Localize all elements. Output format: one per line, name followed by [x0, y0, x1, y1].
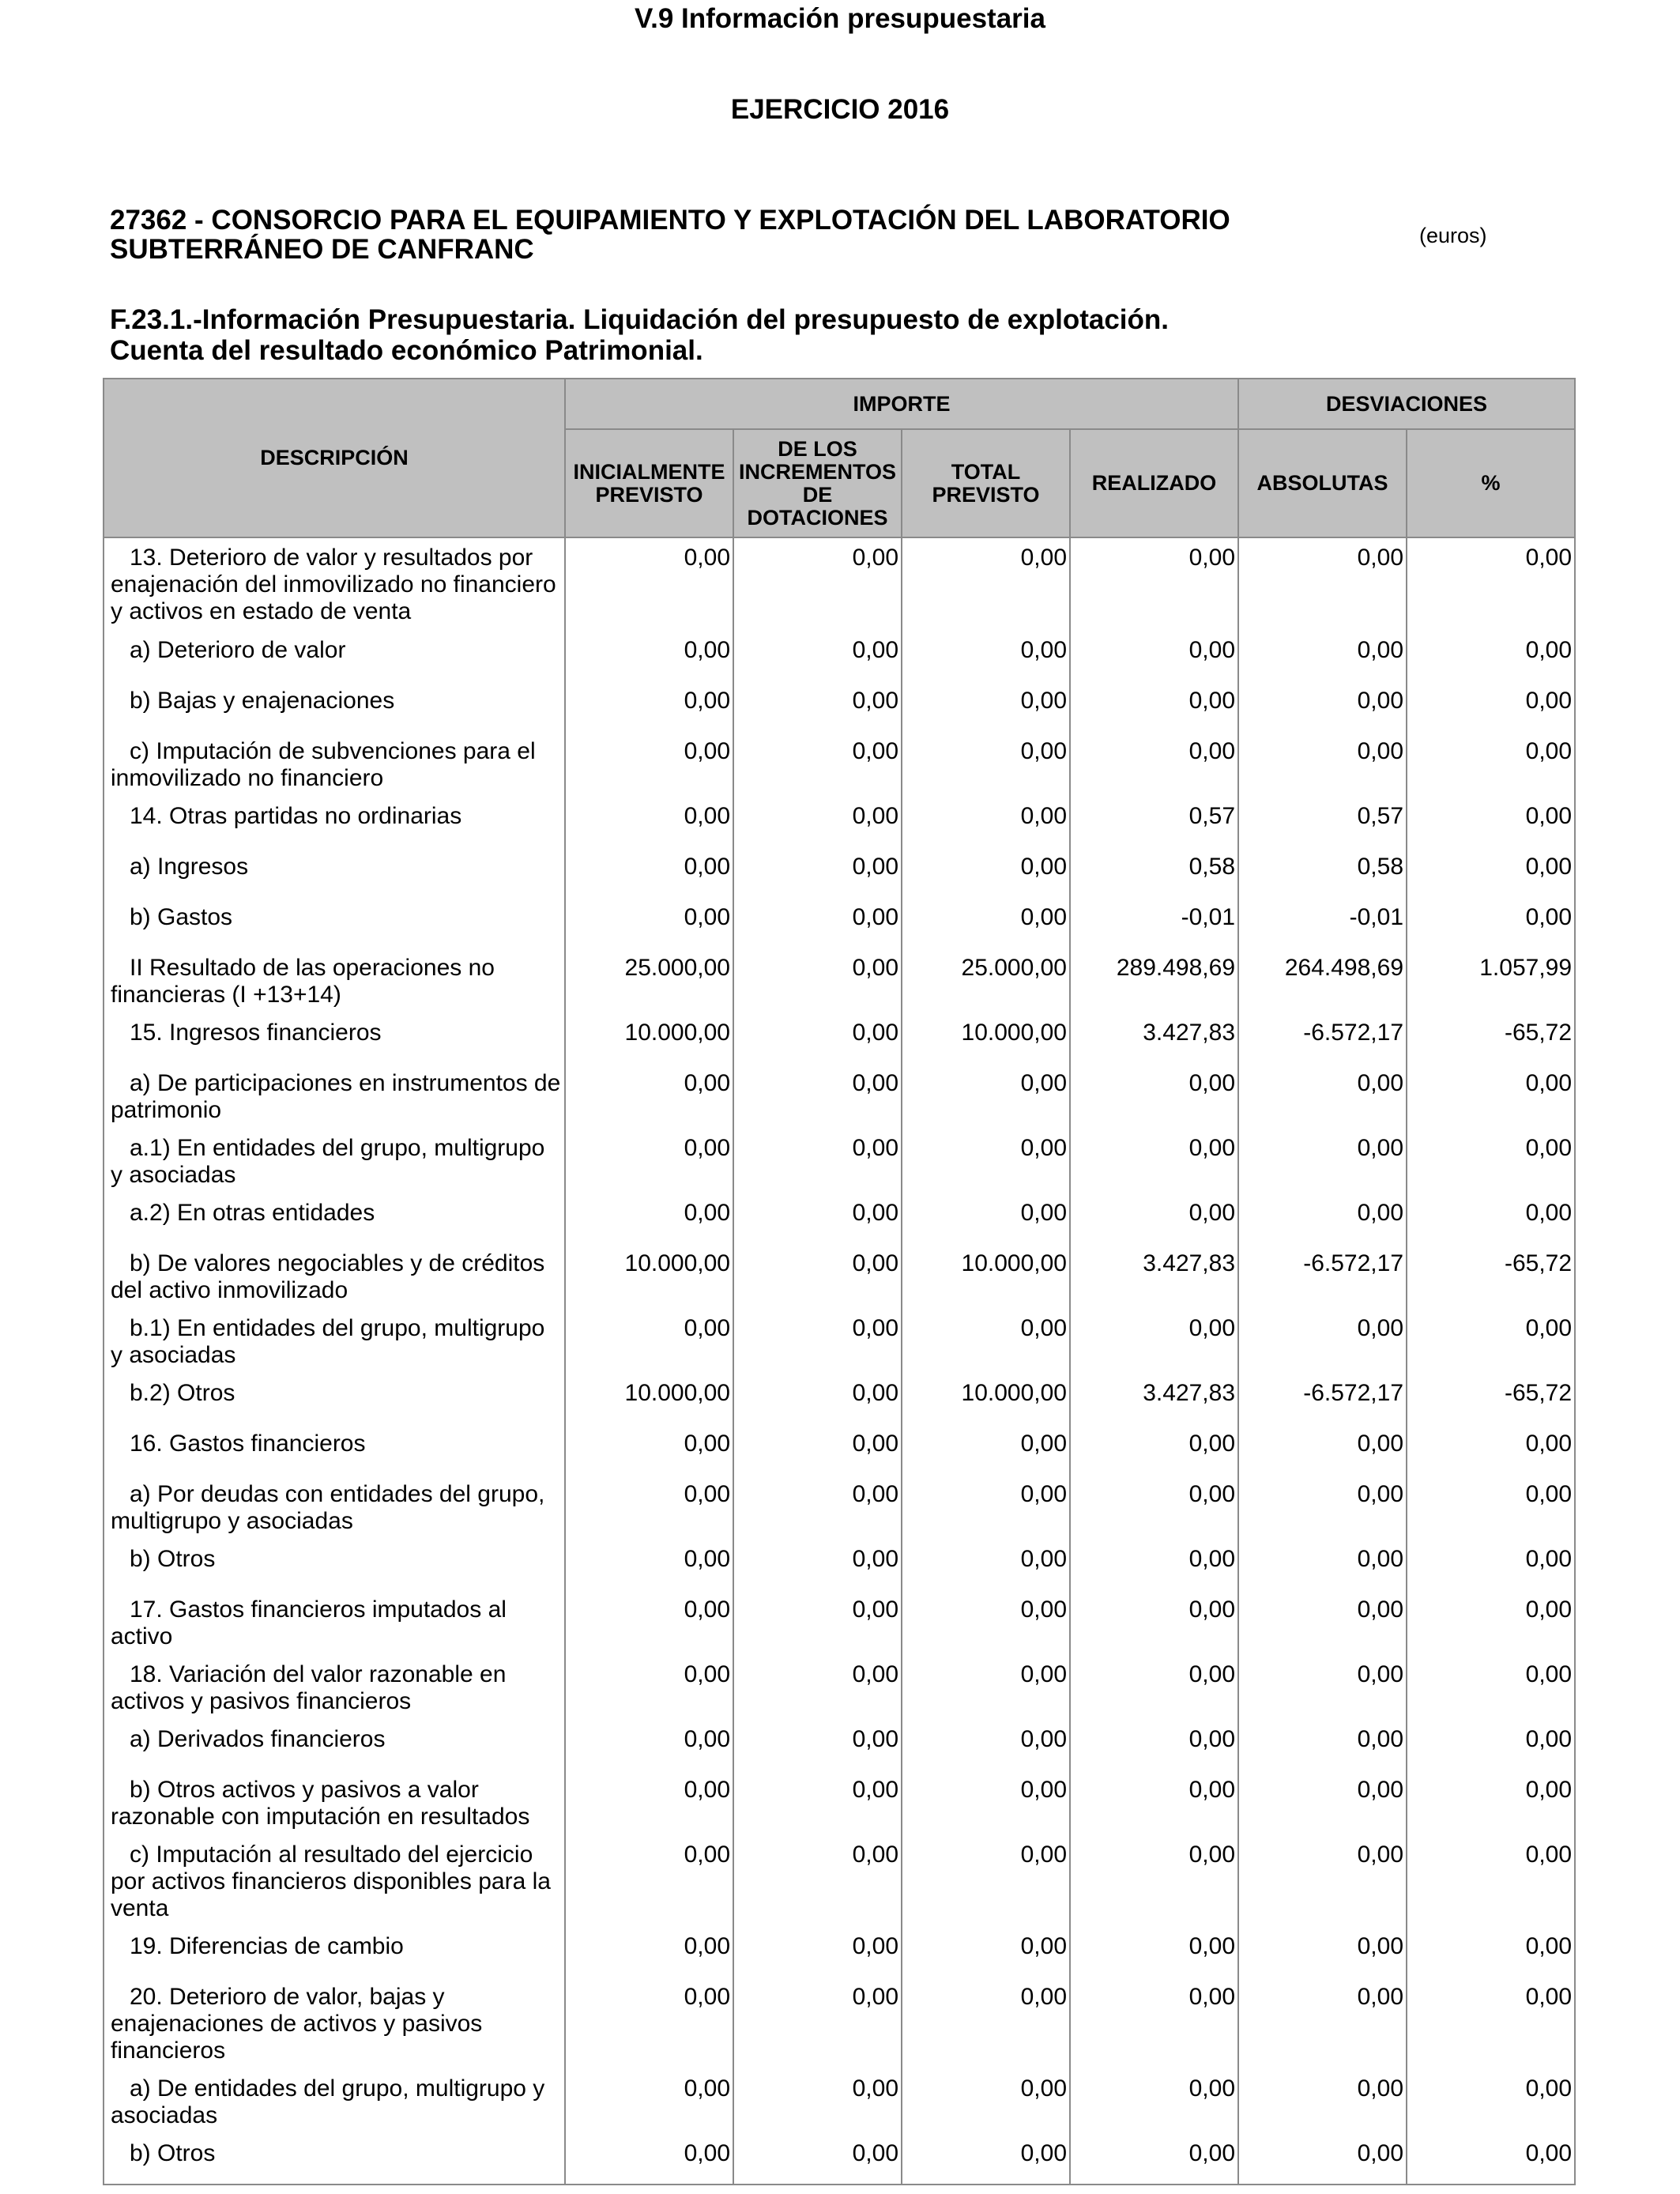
section-title: V.9 Información presupuestaria: [635, 3, 1045, 34]
cell-realizado: 0,00: [1070, 2069, 1238, 2134]
cell-realizado: 0,00: [1070, 1129, 1238, 1193]
budget-table: [103, 378, 1576, 2185]
row-description: b.1) En entidades del grupo, multigrupo y asociadas: [104, 1309, 565, 1374]
cell-desviacion-absoluta: 0,00: [1238, 1720, 1407, 1770]
header-text: PREVISTO: [932, 482, 1040, 507]
cell-realizado: 289.498,69: [1070, 948, 1238, 1013]
cell-desviacion-porcentaje: 0,00: [1407, 732, 1575, 797]
cell-incrementos-dotaciones: 0,00: [733, 1655, 902, 1720]
row-description: b) Otros: [104, 2134, 565, 2185]
cell-desviacion-absoluta: 0,00: [1238, 1193, 1407, 1244]
row-description: b) Otros: [104, 1540, 565, 1590]
cell-desviacion-absoluta: 0,00: [1238, 1129, 1407, 1193]
cell-inicialmente-previsto: 0,00: [565, 1655, 733, 1720]
header-percent: %: [1407, 429, 1575, 537]
cell-desviacion-absoluta: -0,01: [1238, 898, 1407, 948]
cell-desviacion-absoluta: 0,00: [1238, 1590, 1407, 1655]
cell-desviacion-absoluta: -6.572,17: [1238, 1013, 1407, 1064]
cell-incrementos-dotaciones: 0,00: [733, 1309, 902, 1374]
cell-incrementos-dotaciones: 0,00: [733, 1193, 902, 1244]
cell-incrementos-dotaciones: 0,00: [733, 1064, 902, 1129]
cell-desviacion-porcentaje: 0,00: [1407, 1424, 1575, 1475]
header-realizado: REALIZADO: [1070, 429, 1238, 537]
report-title-line-2: Cuenta del resultado económico Patrimonial.: [110, 335, 703, 366]
cell-incrementos-dotaciones: 0,00: [733, 2069, 902, 2134]
row-description: a) Ingresos: [104, 847, 565, 898]
header-desviaciones: DESVIACIONES: [1238, 379, 1575, 429]
cell-realizado: 0,00: [1070, 1540, 1238, 1590]
table-row: [104, 1540, 1575, 1590]
cell-total-previsto: 0,00: [902, 898, 1070, 948]
table-row: [104, 1244, 1575, 1309]
row-description: a) Derivados financieros: [104, 1720, 565, 1770]
cell-desviacion-porcentaje: 0,00: [1407, 1193, 1575, 1244]
row-description: b.2) Otros: [104, 1374, 565, 1424]
cell-incrementos-dotaciones: 0,00: [733, 1770, 902, 1835]
cell-inicialmente-previsto: 0,00: [565, 1129, 733, 1193]
cell-total-previsto: 0,00: [902, 1540, 1070, 1590]
cell-total-previsto: 0,00: [902, 1720, 1070, 1770]
cell-total-previsto: 0,00: [902, 1655, 1070, 1720]
cell-incrementos-dotaciones: 0,00: [733, 681, 902, 732]
cell-total-previsto: 0,00: [902, 797, 1070, 847]
cell-desviacion-porcentaje: 0,00: [1407, 1977, 1575, 2069]
cell-desviacion-absoluta: 0,00: [1238, 1655, 1407, 1720]
header-text: INICIALMENTE: [573, 459, 725, 484]
cell-incrementos-dotaciones: 0,00: [733, 898, 902, 948]
row-description: 17. Gastos financieros imputados al activo: [104, 1590, 565, 1655]
cell-inicialmente-previsto: 0,00: [565, 631, 733, 681]
cell-desviacion-porcentaje: 0,00: [1407, 847, 1575, 898]
cell-incrementos-dotaciones: 0,00: [733, 1977, 902, 2069]
cell-desviacion-absoluta: 0,00: [1238, 631, 1407, 681]
cell-realizado: 3.427,83: [1070, 1374, 1238, 1424]
cell-incrementos-dotaciones: 0,00: [733, 847, 902, 898]
report-title: [110, 304, 1532, 366]
entity-title-line-1: 27362 - CONSORCIO PARA EL EQUIPAMIENTO Y EXPLOTACIÓN DEL LABORATORIO: [110, 205, 1230, 236]
cell-realizado: 0,00: [1070, 631, 1238, 681]
table-row: [104, 1770, 1575, 1835]
cell-desviacion-absoluta: 264.498,69: [1238, 948, 1407, 1013]
table-row: [104, 1013, 1575, 1064]
table-row: [104, 1475, 1575, 1540]
table-row: [104, 898, 1575, 948]
cell-inicialmente-previsto: 10.000,00: [565, 1013, 733, 1064]
row-description: II Resultado de las operaciones no financieras (I +13+14): [104, 948, 565, 1013]
cell-incrementos-dotaciones: 0,00: [733, 797, 902, 847]
cell-realizado: 0,57: [1070, 797, 1238, 847]
cell-desviacion-porcentaje: 0,00: [1407, 537, 1575, 631]
cell-total-previsto: 0,00: [902, 1424, 1070, 1475]
table-row: [104, 681, 1575, 732]
row-description: b) De valores negociables y de créditos del activo inmovilizado: [104, 1244, 565, 1309]
table-row: [104, 1309, 1575, 1374]
cell-incrementos-dotaciones: 0,00: [733, 948, 902, 1013]
cell-inicialmente-previsto: 0,00: [565, 732, 733, 797]
header-incrementos-dotaciones: [733, 429, 902, 537]
cell-desviacion-absoluta: -6.572,17: [1238, 1244, 1407, 1309]
row-description: a.1) En entidades del grupo, multigrupo y asociadas: [104, 1129, 565, 1193]
cell-total-previsto: 0,00: [902, 681, 1070, 732]
table-row: [104, 1655, 1575, 1720]
cell-incrementos-dotaciones: 0,00: [733, 631, 902, 681]
cell-incrementos-dotaciones: 0,00: [733, 1835, 902, 1927]
cell-realizado: 0,00: [1070, 2134, 1238, 2185]
cell-realizado: 0,00: [1070, 1424, 1238, 1475]
header-text: DE LOS: [778, 436, 857, 461]
cell-total-previsto: 0,00: [902, 1977, 1070, 2069]
cell-desviacion-porcentaje: 0,00: [1407, 1540, 1575, 1590]
cell-desviacion-porcentaje: 0,00: [1407, 1309, 1575, 1374]
cell-total-previsto: 0,00: [902, 1770, 1070, 1835]
cell-realizado: 0,00: [1070, 1309, 1238, 1374]
cell-desviacion-absoluta: 0,00: [1238, 2069, 1407, 2134]
table-row: [104, 1129, 1575, 1193]
table-row: [104, 797, 1575, 847]
cell-incrementos-dotaciones: 0,00: [733, 1475, 902, 1540]
cell-desviacion-absoluta: 0,00: [1238, 681, 1407, 732]
table-row: [104, 537, 1575, 631]
cell-total-previsto: 0,00: [902, 1193, 1070, 1244]
cell-desviacion-porcentaje: -65,72: [1407, 1374, 1575, 1424]
cell-realizado: 0,00: [1070, 1193, 1238, 1244]
table-row: [104, 2069, 1575, 2134]
cell-realizado: 0,00: [1070, 1655, 1238, 1720]
cell-total-previsto: 0,00: [902, 847, 1070, 898]
cell-desviacion-absoluta: 0,00: [1238, 1770, 1407, 1835]
table-row: [104, 1374, 1575, 1424]
cell-inicialmente-previsto: 0,00: [565, 1977, 733, 2069]
cell-total-previsto: 0,00: [902, 631, 1070, 681]
cell-incrementos-dotaciones: 0,00: [733, 1013, 902, 1064]
row-description: b) Bajas y enajenaciones: [104, 681, 565, 732]
table-row: [104, 1424, 1575, 1475]
row-description: 15. Ingresos financieros: [104, 1013, 565, 1064]
cell-inicialmente-previsto: 0,00: [565, 537, 733, 631]
header-text: DE: [802, 482, 833, 507]
cell-total-previsto: 0,00: [902, 1927, 1070, 1977]
cell-desviacion-porcentaje: 0,00: [1407, 1475, 1575, 1540]
cell-inicialmente-previsto: 10.000,00: [565, 1244, 733, 1309]
cell-inicialmente-previsto: 0,00: [565, 898, 733, 948]
cell-total-previsto: 0,00: [902, 2134, 1070, 2185]
table-row: [104, 1590, 1575, 1655]
table-row: [104, 1193, 1575, 1244]
table-row: [104, 1720, 1575, 1770]
header-absolutas: ABSOLUTAS: [1238, 429, 1407, 537]
cell-realizado: 3.427,83: [1070, 1013, 1238, 1064]
header-importe: IMPORTE: [565, 379, 1238, 429]
cell-desviacion-porcentaje: 0,00: [1407, 681, 1575, 732]
cell-desviacion-absoluta: 0,00: [1238, 732, 1407, 797]
row-description: a.2) En otras entidades: [104, 1193, 565, 1244]
cell-incrementos-dotaciones: 0,00: [733, 732, 902, 797]
cell-desviacion-porcentaje: 0,00: [1407, 1835, 1575, 1927]
header-text: INCREMENTOS: [738, 459, 897, 484]
row-description: c) Imputación al resultado del ejercicio por activos financieros disponibles para la venta: [104, 1835, 565, 1927]
cell-total-previsto: 0,00: [902, 537, 1070, 631]
cell-incrementos-dotaciones: 0,00: [733, 1244, 902, 1309]
header-descripcion: DESCRIPCIÓN: [104, 379, 565, 537]
cell-realizado: 0,00: [1070, 1770, 1238, 1835]
row-description: a) De entidades del grupo, multigrupo y asociadas: [104, 2069, 565, 2134]
cell-total-previsto: 0,00: [902, 1064, 1070, 1129]
cell-desviacion-porcentaje: 0,00: [1407, 1927, 1575, 1977]
cell-desviacion-absoluta: 0,00: [1238, 1977, 1407, 2069]
cell-incrementos-dotaciones: 0,00: [733, 1590, 902, 1655]
cell-total-previsto: 10.000,00: [902, 1013, 1070, 1064]
row-description: 14. Otras partidas no ordinarias: [104, 797, 565, 847]
cell-inicialmente-previsto: 0,00: [565, 847, 733, 898]
cell-desviacion-porcentaje: 0,00: [1407, 1655, 1575, 1720]
header-inicialmente-previsto: [565, 429, 733, 537]
cell-total-previsto: 0,00: [902, 732, 1070, 797]
cell-inicialmente-previsto: 0,00: [565, 681, 733, 732]
cell-inicialmente-previsto: 0,00: [565, 1770, 733, 1835]
cell-desviacion-absoluta: 0,00: [1238, 1540, 1407, 1590]
cell-incrementos-dotaciones: 0,00: [733, 1424, 902, 1475]
cell-desviacion-absoluta: 0,00: [1238, 1309, 1407, 1374]
cell-inicialmente-previsto: 0,00: [565, 1540, 733, 1590]
cell-desviacion-porcentaje: 0,00: [1407, 631, 1575, 681]
cell-inicialmente-previsto: 0,00: [565, 1835, 733, 1927]
header-text: TOTAL: [951, 459, 1021, 484]
cell-realizado: 0,58: [1070, 847, 1238, 898]
cell-desviacion-absoluta: 0,57: [1238, 797, 1407, 847]
cell-desviacion-porcentaje: 0,00: [1407, 2134, 1575, 2185]
cell-realizado: 0,00: [1070, 1064, 1238, 1129]
cell-incrementos-dotaciones: 0,00: [733, 537, 902, 631]
cell-desviacion-porcentaje: -65,72: [1407, 1013, 1575, 1064]
cell-desviacion-absoluta: 0,00: [1238, 1064, 1407, 1129]
cell-realizado: 0,00: [1070, 1475, 1238, 1540]
cell-total-previsto: 0,00: [902, 1309, 1070, 1374]
table-row: [104, 1977, 1575, 2069]
cell-inicialmente-previsto: 0,00: [565, 1309, 733, 1374]
cell-inicialmente-previsto: 0,00: [565, 1590, 733, 1655]
table-row: [104, 948, 1575, 1013]
cell-realizado: 0,00: [1070, 537, 1238, 631]
cell-inicialmente-previsto: 0,00: [565, 2069, 733, 2134]
cell-total-previsto: 0,00: [902, 2069, 1070, 2134]
cell-desviacion-absoluta: 0,58: [1238, 847, 1407, 898]
row-description: 18. Variación del valor razonable en activos y pasivos financieros: [104, 1655, 565, 1720]
cell-inicialmente-previsto: 0,00: [565, 1720, 733, 1770]
entity-title: [110, 205, 1295, 264]
table-row: [104, 1835, 1575, 1927]
cell-incrementos-dotaciones: 0,00: [733, 1927, 902, 1977]
cell-desviacion-absoluta: 0,00: [1238, 2134, 1407, 2185]
cell-total-previsto: 0,00: [902, 1590, 1070, 1655]
cell-realizado: -0,01: [1070, 898, 1238, 948]
cell-desviacion-absoluta: 0,00: [1238, 1835, 1407, 1927]
table-row: [104, 1064, 1575, 1129]
cell-inicialmente-previsto: 0,00: [565, 1193, 733, 1244]
cell-desviacion-porcentaje: 0,00: [1407, 1770, 1575, 1835]
header-total-previsto: [902, 429, 1070, 537]
fiscal-year-title: EJERCICIO 2016: [730, 94, 950, 125]
cell-realizado: 0,00: [1070, 681, 1238, 732]
table-row: [104, 732, 1575, 797]
row-description: c) Imputación de subvenciones para el inmovilizado no financiero: [104, 732, 565, 797]
cell-desviacion-porcentaje: 1.057,99: [1407, 948, 1575, 1013]
cell-realizado: 0,00: [1070, 1927, 1238, 1977]
cell-desviacion-porcentaje: 0,00: [1407, 797, 1575, 847]
cell-inicialmente-previsto: 0,00: [565, 2134, 733, 2185]
cell-total-previsto: 0,00: [902, 1129, 1070, 1193]
cell-desviacion-porcentaje: 0,00: [1407, 1129, 1575, 1193]
table-row: [104, 847, 1575, 898]
cell-inicialmente-previsto: 25.000,00: [565, 948, 733, 1013]
cell-desviacion-porcentaje: 0,00: [1407, 898, 1575, 948]
cell-inicialmente-previsto: 0,00: [565, 1064, 733, 1129]
cell-inicialmente-previsto: 0,00: [565, 797, 733, 847]
cell-total-previsto: 10.000,00: [902, 1244, 1070, 1309]
report-title-line-1: F.23.1.-Información Presupuestaria. Liquidación del presupuesto de explotación.: [110, 304, 1170, 335]
budget-table-body: [104, 537, 1575, 2185]
header-text: PREVISTO: [595, 482, 703, 507]
cell-realizado: 0,00: [1070, 732, 1238, 797]
cell-desviacion-porcentaje: 0,00: [1407, 1720, 1575, 1770]
cell-total-previsto: 25.000,00: [902, 948, 1070, 1013]
cell-incrementos-dotaciones: 0,00: [733, 2134, 902, 2185]
cell-incrementos-dotaciones: 0,00: [733, 1129, 902, 1193]
row-description: a) Por deudas con entidades del grupo, multigrupo y asociadas: [104, 1475, 565, 1540]
cell-total-previsto: 10.000,00: [902, 1374, 1070, 1424]
cell-desviacion-absoluta: 0,00: [1238, 537, 1407, 631]
cell-incrementos-dotaciones: 0,00: [733, 1374, 902, 1424]
table-row: [104, 1927, 1575, 1977]
cell-desviacion-absoluta: -6.572,17: [1238, 1374, 1407, 1424]
cell-realizado: 0,00: [1070, 1977, 1238, 2069]
cell-desviacion-absoluta: 0,00: [1238, 1424, 1407, 1475]
table-row: [104, 2134, 1575, 2185]
cell-total-previsto: 0,00: [902, 1835, 1070, 1927]
cell-incrementos-dotaciones: 0,00: [733, 1540, 902, 1590]
cell-desviacion-absoluta: 0,00: [1238, 1927, 1407, 1977]
cell-desviacion-porcentaje: -65,72: [1407, 1244, 1575, 1309]
row-description: 16. Gastos financieros: [104, 1424, 565, 1475]
row-description: a) Deterioro de valor: [104, 631, 565, 681]
row-description: b) Gastos: [104, 898, 565, 948]
row-description: 19. Diferencias de cambio: [104, 1927, 565, 1977]
row-description: 20. Deterioro de valor, bajas y enajenaciones de activos y pasivos financieros: [104, 1977, 565, 2069]
cell-inicialmente-previsto: 10.000,00: [565, 1374, 733, 1424]
cell-realizado: 0,00: [1070, 1590, 1238, 1655]
cell-inicialmente-previsto: 0,00: [565, 1424, 733, 1475]
cell-desviacion-porcentaje: 0,00: [1407, 2069, 1575, 2134]
cell-desviacion-absoluta: 0,00: [1238, 1475, 1407, 1540]
cell-desviacion-porcentaje: 0,00: [1407, 1590, 1575, 1655]
row-description: b) Otros activos y pasivos a valor razonable con imputación en resultados: [104, 1770, 565, 1835]
cell-incrementos-dotaciones: 0,00: [733, 1720, 902, 1770]
cell-desviacion-porcentaje: 0,00: [1407, 1064, 1575, 1129]
cell-total-previsto: 0,00: [902, 1475, 1070, 1540]
cell-realizado: 0,00: [1070, 1720, 1238, 1770]
table-row: [104, 631, 1575, 681]
entity-title-line-2: SUBTERRÁNEO DE CANFRANC: [110, 234, 534, 265]
row-description: a) De participaciones en instrumentos de patrimonio: [104, 1064, 565, 1129]
cell-inicialmente-previsto: 0,00: [565, 1475, 733, 1540]
cell-realizado: 0,00: [1070, 1835, 1238, 1927]
cell-inicialmente-previsto: 0,00: [565, 1927, 733, 1977]
cell-realizado: 3.427,83: [1070, 1244, 1238, 1309]
header-text: DOTACIONES: [747, 505, 888, 530]
row-description: 13. Deterioro de valor y resultados por enajenación del inmovilizado no financiero y activos en estado de venta: [104, 537, 565, 631]
currency-note: (euros): [1419, 224, 1487, 247]
